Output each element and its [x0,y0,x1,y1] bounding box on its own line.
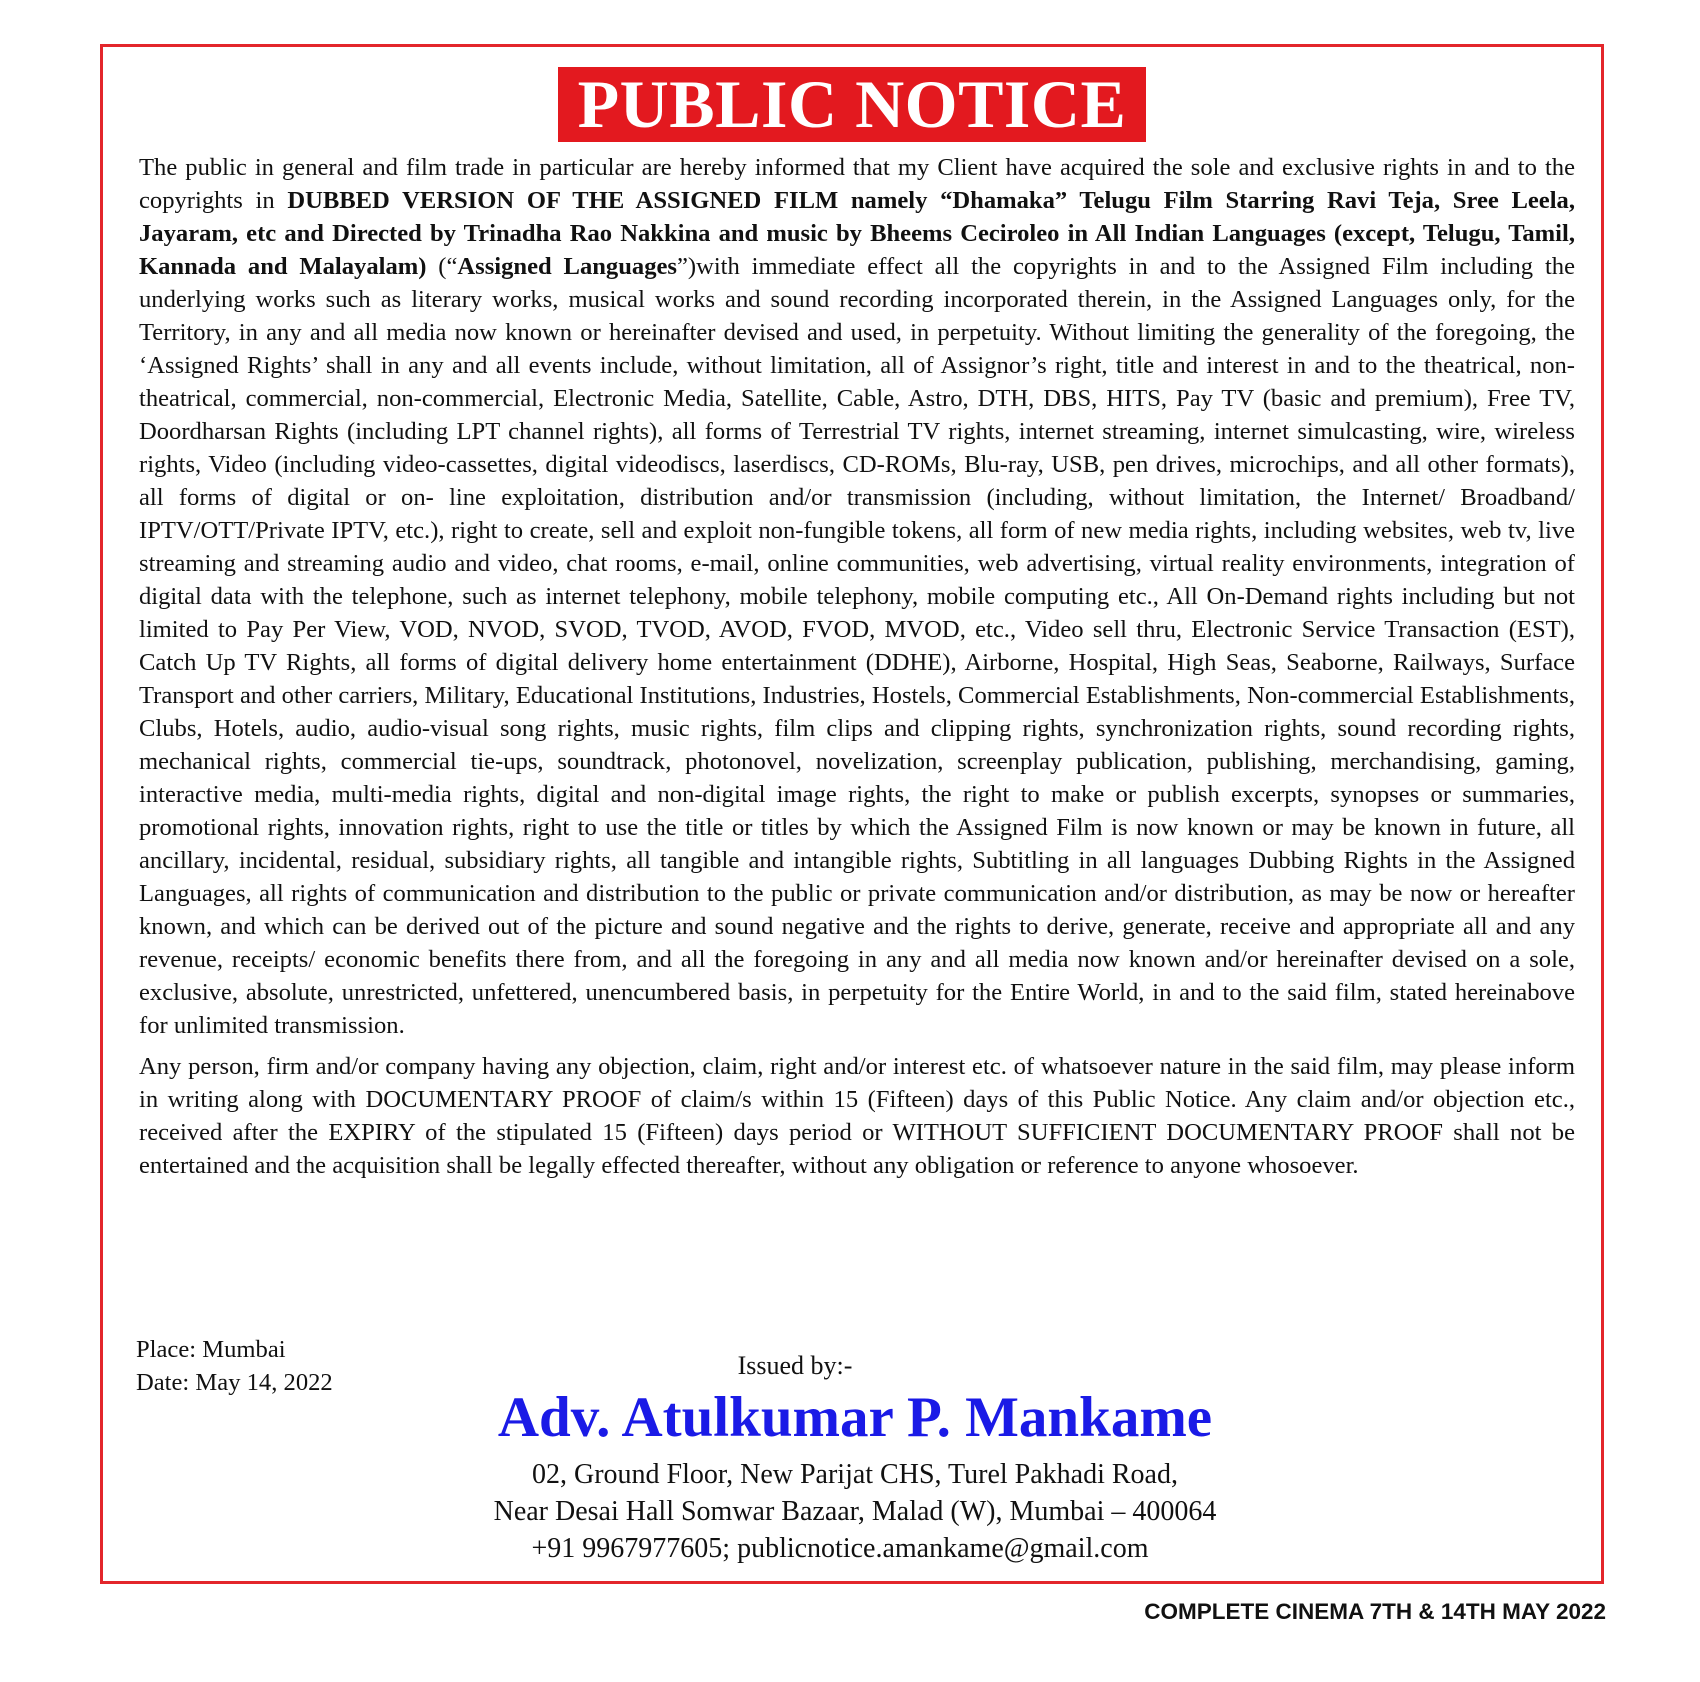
title-banner [103,67,1601,142]
place-text: Place: Mumbai [136,1336,286,1363]
contact-line: +91 9967977605; publicnotice.amankame@gmail.com [531,1533,1149,1564]
notice-body [139,151,1575,1190]
issued-by-text: Issued by:- [737,1351,853,1380]
advocate-name: Adv. Atulkumar P. Mankame [497,1386,1213,1449]
p1-text-2: (“ [426,253,458,280]
p1-bold-assigned-languages: Assigned Languages [457,253,677,280]
notice-paragraph-1 [139,151,1575,1042]
p1-text-1: The public in general and film trade in particular are hereby informed that my Client have acquired the sole and exclusive rights in and to the copyrights in [139,154,1575,214]
p1-text-3: ”)with immediate effect all the copyrights in and to the Assigned Film including the underlying works such as literary works, musical works and sound recording incorporated therein, in the Assigned Languages only, for the Territory, in any and all media now known or hereinafter devised and used, in perpetuity. Without limiting the generality of the foregoing, the ‘Assigned Rights’ shall in any and all events include, without limitation, all of Assignor’s right, title and interest in and to the theatrical, non-theatrical, commercial, non-commercial, Electronic Media, Satellite, Cable, Astro, DTH, DBS, HITS, Pay TV (basic and premium), Free TV, Doordharsan Rights (including LPT channel rights), all forms of Terrestrial TV rights, internet streaming, internet simulcasting, wire, wireless rights, Video (including video-cassettes, digital videodiscs, laserdiscs, CD-ROMs, Blu-ray, USB, pen drives, microchips, and all other formats), all forms of digital or on- line exploitation, distribution and/or transmission (including, without limitation, the Internet/ Broadband/ IPTV/OTT/Private IPTV, etc.), right to create, sell and exploit non-fungible tokens, all form of new media rights, including websites, web tv, live streaming and streaming audio and video, chat rooms, e-mail, online communities, web advertising, virtual reality environments, integration of digital data with the telephone, such as internet telephony, mobile telephony, mobile computing etc., All On-Demand rights including but not limited to Pay Per View, VOD, NVOD, SVOD, TVOD, AVOD, FVOD, MVOD, etc., Video sell thru, Electronic Service Transaction (EST), Catch Up TV Rights, all forms of digital delivery home entertainment (DDHE), Airborne, Hospital, High Seas, Seaborne, Railways, Surface Transport and other carriers, Military, Educational Institutions, Industries, Hostels, Commercial Establishments, Non-commercial Establishments, Clubs, Hotels, audio, audio-visual song rights, music rights, film clips and clipping rights, synchronization rights, sound recording rights, mechanical rights, commercial tie-ups, soundtrack, photonovel, novelization, screenplay publication, publishing, merchandising, gaming, interactive media, multi-media rights, digital and non-digital image rights, the right to make or publish excerpts, synopses or summaries, promotional rights, innovation rights, right to use the title or titles by which the Assigned Film is now known or may be known in future, all ancillary, incidental, residual, subsidiary rights, all tangible and intangible rights, Subtitling in all languages Dubbing Rights in the Assigned Languages, all rights of communication and distribution to the public or private communication and/or distribution, as may be now or hereafter known, and which can be derived out of the picture and sound negative and the rights to derive, generate, receive and appropriate all and any revenue, receipts/ economic benefits there from, and all the foregoing in any and all media now known and/or hereinafter devised on a sole, exclusive, absolute, unrestricted, unfettered, unencumbered basis, in perpetuity for the Entire World, in and to the said film, stated hereinabove for unlimited transmission. [139,253,1575,1039]
address-line-2: Near Desai Hall Somwar Bazaar, Malad (W), Mumbai – 400064 [493,1496,1217,1527]
notice-frame [100,44,1604,1584]
issued-by-label [103,1349,1607,1383]
notice-paragraph-2: Any person, firm and/or company having any objection, claim, right and/or interest etc. of whatsoever nature in the said film, may please inform in writing along with DOCUMENTARY PROOF of claim/s within 15 (Fifteen) days of this Public Notice. Any claim and/or objection etc., received after the EXPIRY of the stipulated 15 (Fifteen) days period or WITHOUT SUFFICIENT DOCUMENTARY PROOF shall not be entertained and the acquisition shall be legally effected thereafter, without any obligation or reference to anyone whosoever. [139,1053,1575,1179]
p1-bold-film-details: DUBBED VERSION OF THE ASSIGNED FILM namely “Dhamaka” Telugu Film Starring Ravi Teja, Sree Leela, Jayaram, etc and Directed by Trinadha Rao Nakkina and music by Bheems Ceciroleo in All Indian Languages (except, Telugu, Tamil, Kannada and Malayalam) [139,187,1575,280]
publication-footer: COMPLETE CINEMA 7TH & 14TH MAY 2022 [1144,1599,1606,1624]
notice-title: PUBLIC NOTICE [558,67,1147,142]
address-line-1: 02, Ground Floor, New Parijat CHS, Turel Pakhadi Road, [532,1459,1178,1490]
date-text: Date: May 14, 2022 [136,1369,333,1396]
